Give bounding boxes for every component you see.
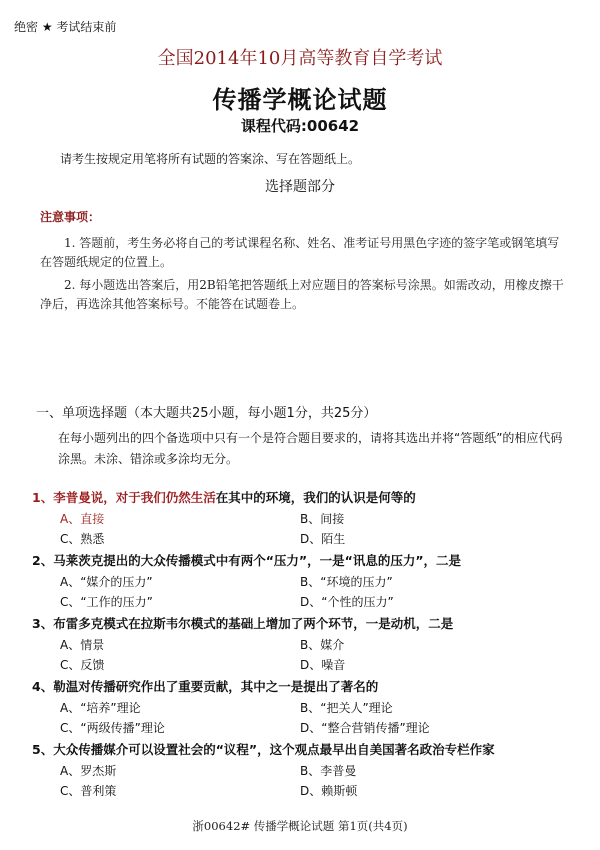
exam-title: 全国2014年10月高等教育自学考试 [157,48,443,69]
page-footer: 浙00642# 传播学概论试题 第1页(共4页) [192,819,408,833]
question-stem-highlight: 1、李普曼说，对于我们仍然生活 [32,490,216,505]
notes-title: 注意事项： [40,210,101,224]
option-c: C、普利策 [60,784,117,798]
course-code: 课程代码:00642 [240,117,360,135]
note-item: 2. 每小题选出答案后，用2B铅笔把答题纸上对应题目的答案标号涂黑。如需改动，用橡皮擦干净后，再选涂其他答案标号。不能答在试题卷上。 [40,278,564,311]
option-c: C、熟悉 [60,532,105,546]
note-item: 1. 答题前，考生务必将自己的考试课程名称、姓名、准考证号用黑色字迹的签字笔或钢笔填写在答题纸规定的位置上。 [40,236,560,269]
question-stem-rest: 在其中的环境，我们的认识是何等的 [215,490,416,505]
option-a: A、“媒介的压力” [60,575,153,589]
confidential-label: 绝密 ★ 考试结束前 [14,20,117,34]
part-description: 在每小题列出的四个备选项中只有一个是符合题目要求的，请将其选出并将“答题纸”的相应代码涂黑。未涂、错涂或多涂均无分。 [58,431,563,466]
option-b: B、媒介 [300,638,345,652]
section-title: 选择题部分 [265,179,335,195]
option-a: A、罗杰斯 [60,764,117,778]
page-title: 传播学概论试题 [212,86,388,114]
option-b: B、“环境的压力” [300,575,393,589]
question-stem: 5、大众传播媒介可以设置社会的“议程”，这个观点最早出自美国著名政治专栏作家 [32,742,495,757]
option-b: B、间接 [300,512,345,526]
option-c: C、反馈 [60,658,105,672]
question-stem [32,488,416,506]
option-c: C、“工作的压力” [60,595,153,609]
option-d: D、陌生 [300,532,346,546]
question-stem: 4、勒温对传播研究作出了重要贡献，其中之一是提出了著名的 [32,679,379,694]
option-c: C、“两级传播”理论 [60,721,165,735]
question-stem: 2、马莱茨克提出的大众传播模式中有两个“压力”，一是“讯息的压力”，二是 [32,553,462,568]
option-d: D、“个性的压力” [300,595,394,609]
option-d: D、噪音 [300,658,346,672]
option-d: D、“整合营销传播”理论 [300,721,430,735]
general-instruction: 请考生按规定用笔将所有试题的答案涂、写在答题纸上。 [60,152,361,166]
option-b: B、李普曼 [300,764,357,778]
option-a: A、情景 [60,638,105,652]
option-a: A、“培养”理论 [60,701,141,715]
option-a: A、直接 [60,512,105,526]
option-b: B、“把关人”理论 [300,701,393,715]
question-stem: 3、布雷多克模式在拉斯韦尔模式的基础上增加了两个环节，一是动机，二是 [32,616,454,631]
option-d: D、赖斯顿 [300,784,358,798]
part-title: 一、单项选择题（本大题共25小题，每小题1分，共25分） [36,406,377,421]
